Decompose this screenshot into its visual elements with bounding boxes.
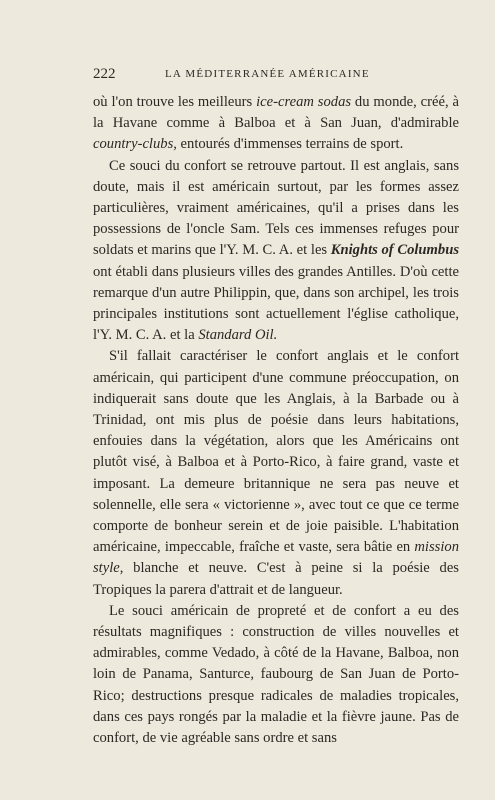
- text-run: , blanche et neuve. C'est à peine si la poésie des Tropiques la parera d'attrait et de langueur.: [93, 560, 459, 598]
- italic-run: Standard Oil.: [198, 327, 278, 344]
- paragraph: [93, 346, 459, 600]
- paragraph: [93, 601, 459, 749]
- page-header: [93, 66, 459, 86]
- paragraph: [93, 156, 459, 347]
- text-run: du monde, créé, à la Havane comme à Balboa et à San Juan, d'admirable: [93, 94, 459, 132]
- text-run: Ce souci du confort se retrouve partout. Il est anglais, sans doute, mais il est américain surtout, par les formes assez particulières, vraiment américaines, qu'il a prises dans les possessions de l'oncle Sam. Tels ces immenses refuges pour soldats et marins que l'Y. M. C. A. et les: [93, 157, 459, 259]
- italic-run: ice-cream sodas: [256, 94, 352, 110]
- italic-run: mission style: [93, 539, 459, 577]
- body-text: [93, 92, 459, 749]
- text-run: , entourés d'immenses terrains de sport.: [173, 136, 404, 153]
- text-run: où l'on trouve les meilleurs: [93, 94, 257, 110]
- paragraph: [93, 92, 459, 156]
- italic-run: country-clubs: [93, 136, 174, 153]
- text-run: ont établi dans plusieurs villes des grandes Antilles. D'où cette remarque d'un autre Philippin, que, dans son archipel, les trois principales institutions sont actuellement l'église catholique, l'Y. M. C. A. et la: [93, 263, 459, 344]
- bold-italic-run: Knights of Columbus: [330, 242, 459, 259]
- text-run: Le souci américain de propreté et de confort a eu des résultats magnifiques : construction de villes nouvelles et admirables, comme Vedado, à côté de la Havane, Balboa, non loin de Panama, Santurce, faubourg de San Juan de Porto-Rico; destructions presque radicales de maladies tropicales, dans ces pays rongés par la maladie et la fièvre jaune. Pas de confort, de vie agréable sans ordre et sans: [93, 602, 459, 747]
- text-run: S'il fallait caractériser le confort anglais et le confort américain, qui participent d'une commune préoccupation, on indiquerait sans doute que les Anglais, à la Barbade ou à Trinidad, ont mis plus de poésie dans leurs habitations, enfouies dans la végétation, alors que les Américains ont plutôt visé, à Balboa et à Porto-Rico, à faire grand, vaste et imposant. La demeure britannique ne sera pas neuve et solennelle, elle sera « victorienne », avec tout ce que ce terme comporte de bonheur serein et de joie paisible. L'habitation américaine, impeccable, fraîche et vaste, sera bâtie en: [93, 348, 459, 556]
- page-number: 222: [93, 66, 116, 82]
- running-title: LA MÉDITERRANÉE AMÉRICAINE: [165, 68, 370, 80]
